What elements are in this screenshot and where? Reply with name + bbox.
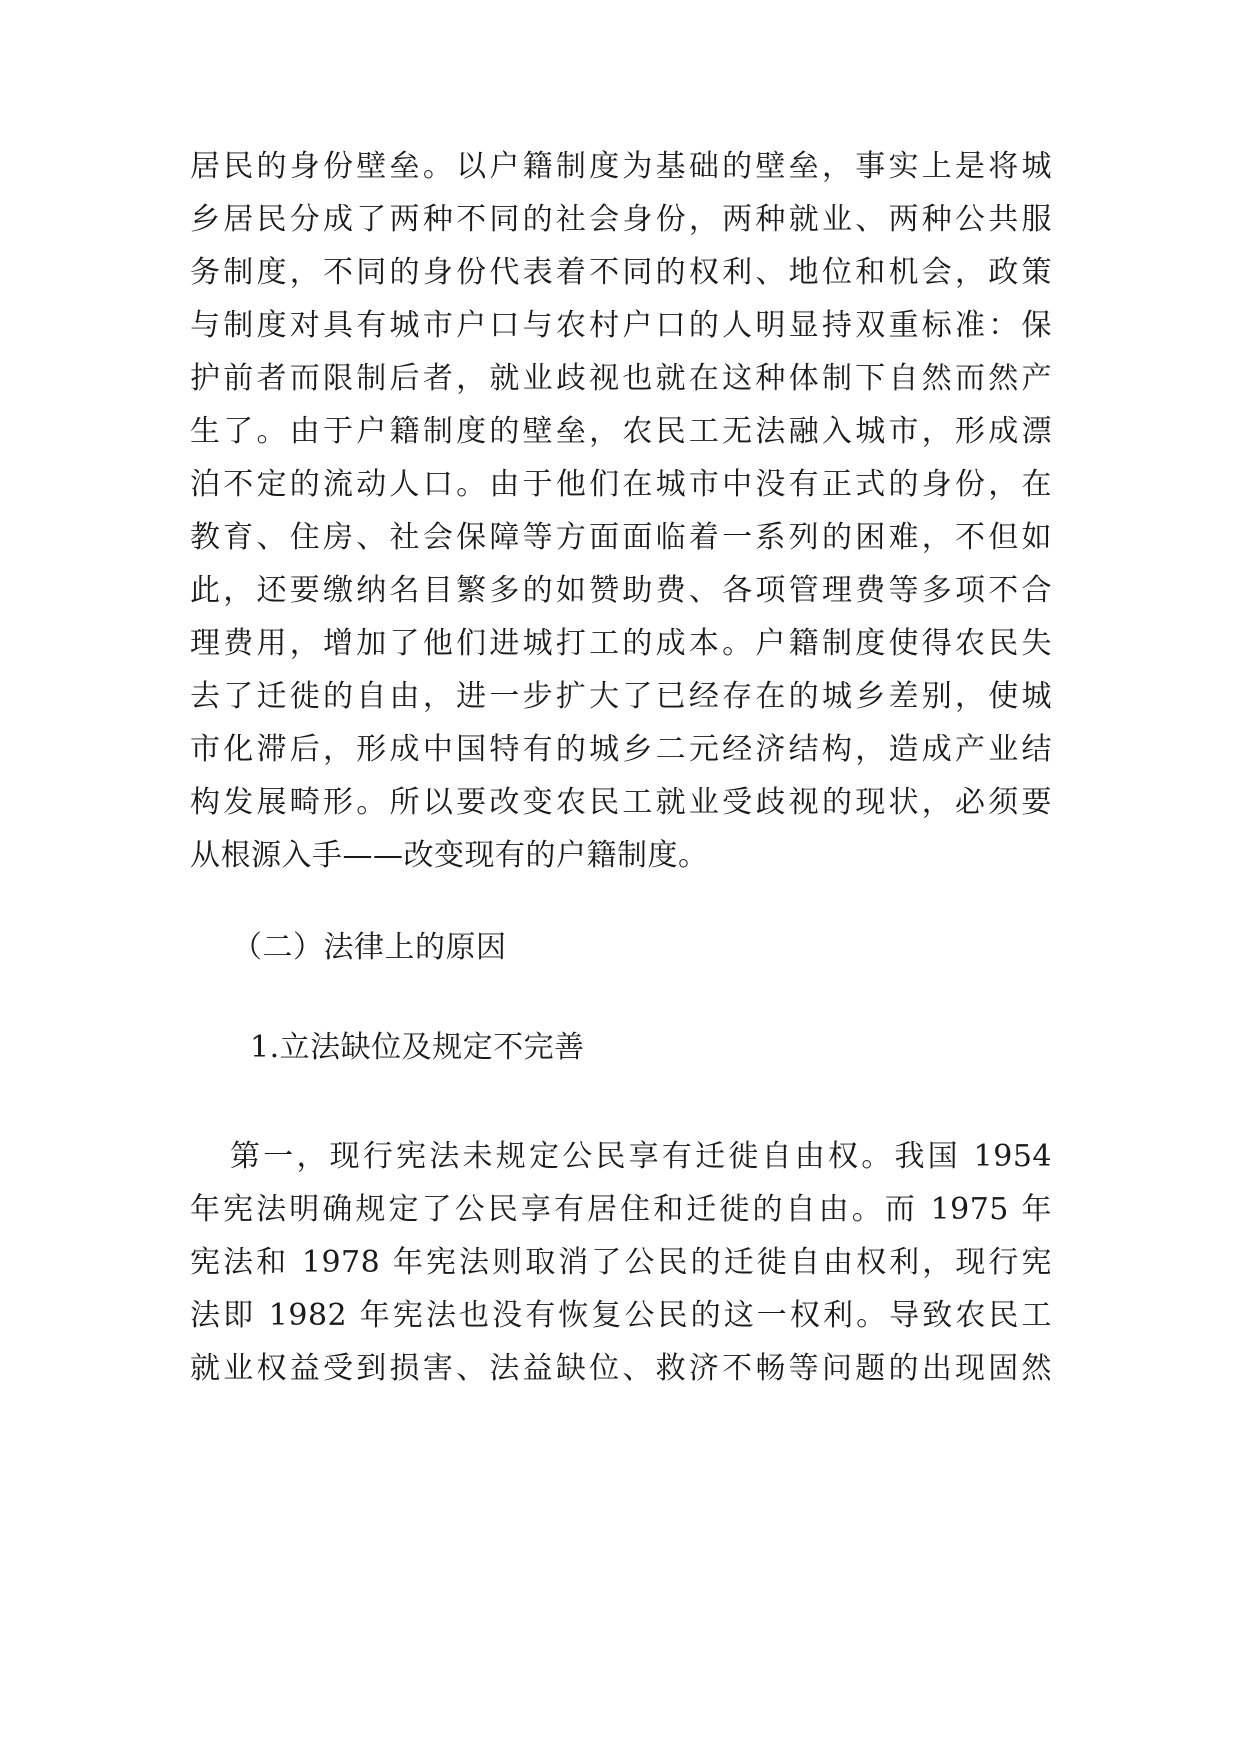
- paragraph-line: 宪法和 1978 年宪法则取消了公民的迁徙自由权利，现行宪: [190, 1245, 1052, 1280]
- paragraph-line: 务制度，不同的身份代表着不同的权利、地位和机会，政策: [190, 255, 1052, 290]
- paragraph-line: 乡居民分成了两种不同的社会身份，两种就业、两种公共服: [190, 202, 1052, 237]
- paragraph-line: 泊不定的流动人口。由于他们在城市中没有正式的身份，在: [190, 467, 1052, 502]
- paragraph-line: 去了迁徙的自由，进一步扩大了已经存在的城乡差别，使城: [190, 679, 1052, 714]
- paragraph-line: 居民的身份壁垒。以户籍制度为基础的壁垒，事实上是将城: [190, 149, 1052, 184]
- paragraph-line: 就业权益受到损害、法益缺位、救济不畅等问题的出现固然: [190, 1351, 1052, 1386]
- paragraph-line: 生了。由于户籍制度的壁垒，农民工无法融入城市，形成漂: [190, 414, 1052, 449]
- paragraph-line: 构发展畸形。所以要改变农民工就业受歧视的现状，必须要: [190, 785, 1052, 820]
- paragraph-line: 教育、住房、社会保障等方面面临着一系列的困难，不但如: [190, 520, 1052, 555]
- paragraph-line: 市化滞后，形成中国特有的城乡二元经济结构，造成产业结: [190, 732, 1052, 767]
- subsection-heading: 1.立法缺位及规定不完善: [250, 1030, 585, 1065]
- paragraph-line: 护前者而限制后者，就业歧视也就在这种体制下自然而然产: [190, 361, 1052, 396]
- section-heading: （二）法律上的原因: [232, 930, 507, 965]
- paragraph-line: 从根源入手——改变现有的户籍制度。: [190, 838, 709, 873]
- paragraph-line: 法即 1982 年宪法也没有恢复公民的这一权利。导致农民工: [190, 1298, 1052, 1333]
- paragraph-line: 理费用，增加了他们进城打工的成本。户籍制度使得农民失: [190, 626, 1052, 661]
- paragraph-line: 此，还要缴纳名目繁多的如赞助费、各项管理费等多项不合: [190, 573, 1052, 608]
- paragraph-line: 年宪法明确规定了公民享有居住和迁徙的自由。而 1975 年: [190, 1192, 1052, 1227]
- paragraph-line: 与制度对具有城市户口与农村户口的人明显持双重标准：保: [190, 308, 1052, 343]
- paragraph-line: 第一，现行宪法未规定公民享有迁徙自由权。我国 1954: [230, 1139, 1052, 1174]
